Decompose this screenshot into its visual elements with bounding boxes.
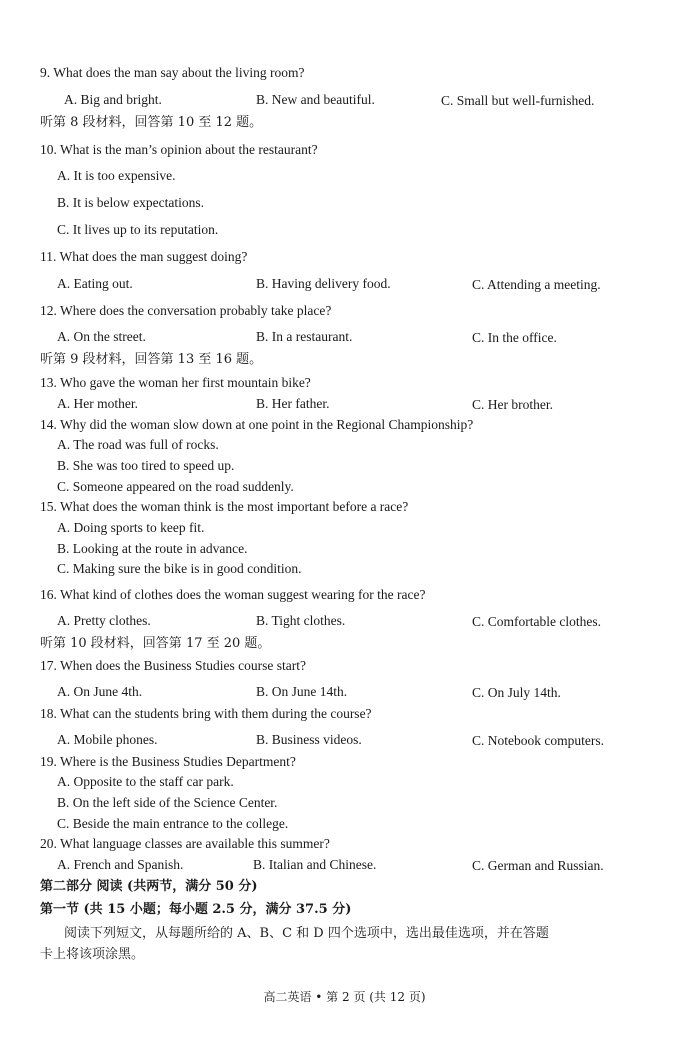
section-9-instruction: 听第 9 段材料，回答第 13 至 16 题。 (40, 352, 263, 367)
q16-option-a: A. Pretty clothes. (57, 613, 151, 628)
q17-option-b: B. On June 14th. (256, 684, 348, 699)
q14-stem: 14. Why did the woman slow down at one point in the Regional Championship? (40, 417, 474, 432)
q12-option-c: C. In the office. (472, 330, 557, 345)
q16-option-c: C. Comfortable clothes. (472, 614, 601, 629)
q19-option-c: C. Beside the main entrance to the college. (57, 816, 289, 831)
q15-stem: 15. What does the woman think is the most important before a race? (40, 499, 409, 514)
q10-stem: 10. What is the man’s opinion about the restaurant? (40, 142, 318, 157)
q12-stem: 12. Where does the conversation probably take place? (40, 303, 332, 318)
q14-option-a: A. The road was full of rocks. (57, 437, 219, 452)
q17-option-a: A. On June 4th. (57, 684, 143, 699)
q12-option-b: B. In a restaurant. (256, 329, 353, 344)
q19-option-a: A. Opposite to the staff car park. (57, 774, 234, 789)
q13-option-c: C. Her brother. (472, 397, 553, 412)
q13-option-b: B. Her father. (256, 396, 330, 411)
instructions-line-2: 卡上将该项涂黑。 (40, 947, 145, 962)
q11-stem: 11. What does the man suggest doing? (40, 249, 248, 264)
q20-option-c: C. German and Russian. (472, 858, 604, 873)
q15-option-b: B. Looking at the route in advance. (57, 541, 248, 556)
q20-option-b: B. Italian and Chinese. (253, 857, 377, 872)
q14-option-c: C. Someone appeared on the road suddenly. (57, 479, 294, 494)
q19-stem: 19. Where is the Business Studies Department? (40, 754, 296, 769)
q11-option-b: B. Having delivery food. (256, 276, 391, 291)
q13-option-a: A. Her mother. (57, 396, 138, 411)
q15-option-c: C. Making sure the bike is in good condition. (57, 561, 302, 576)
q9-option-a: A. Big and bright. (64, 92, 162, 107)
q16-option-b: B. Tight clothes. (256, 613, 346, 628)
q10-option-b: B. It is below expectations. (57, 195, 204, 210)
q18-stem: 18. What can the students bring with them during the course? (40, 706, 372, 721)
q11-option-a: A. Eating out. (57, 276, 133, 291)
q18-option-b: B. Business videos. (256, 732, 362, 747)
q20-option-a: A. French and Spanish. (57, 857, 184, 872)
q10-option-a: A. It is too expensive. (57, 168, 176, 183)
q15-option-a: A. Doing sports to keep fit. (57, 520, 205, 535)
q14-option-b: B. She was too tired to speed up. (57, 458, 235, 473)
q10-option-c: C. It lives up to its reputation. (57, 222, 219, 237)
q17-stem: 17. When does the Business Studies course start? (40, 658, 306, 673)
q17-option-c: C. On July 14th. (472, 685, 561, 700)
q18-option-a: A. Mobile phones. (57, 732, 158, 747)
instructions-line-1: 阅读下列短文，从每题所给的 A、B、C 和 D 四个选项中，选出最佳选项，并在答题 (64, 926, 549, 941)
q12-option-a: A. On the street. (57, 329, 146, 344)
q9-option-c: C. Small but well-furnished. (441, 93, 595, 108)
q16-stem: 16. What kind of clothes does the woman suggest wearing for the race? (40, 587, 426, 602)
section-8-instruction: 听第 8 段材料，回答第 10 至 12 题。 (40, 115, 263, 130)
q9-stem: 9. What does the man say about the living room? (40, 65, 305, 80)
q13-stem: 13. Who gave the woman her first mountain bike? (40, 375, 311, 390)
q20-stem: 20. What language classes are available this summer? (40, 836, 330, 851)
q9-option-b: B. New and beautiful. (256, 92, 375, 107)
q11-option-c: C. Attending a meeting. (472, 277, 601, 292)
section-1-heading: 第一节 (共 15 小题；每小题 2.5 分，满分 37.5 分) (40, 902, 352, 917)
part-2-heading: 第二部分 阅读 (共两节，满分 50 分) (40, 879, 258, 894)
page-footer: 高二英语 • 第 2 页 (共 12 页) (263, 990, 426, 1004)
q19-option-b: B. On the left side of the Science Center. (57, 795, 278, 810)
q18-option-c: C. Notebook computers. (472, 733, 604, 748)
section-10-instruction: 听第 10 段材料，回答第 17 至 20 题。 (40, 636, 271, 651)
